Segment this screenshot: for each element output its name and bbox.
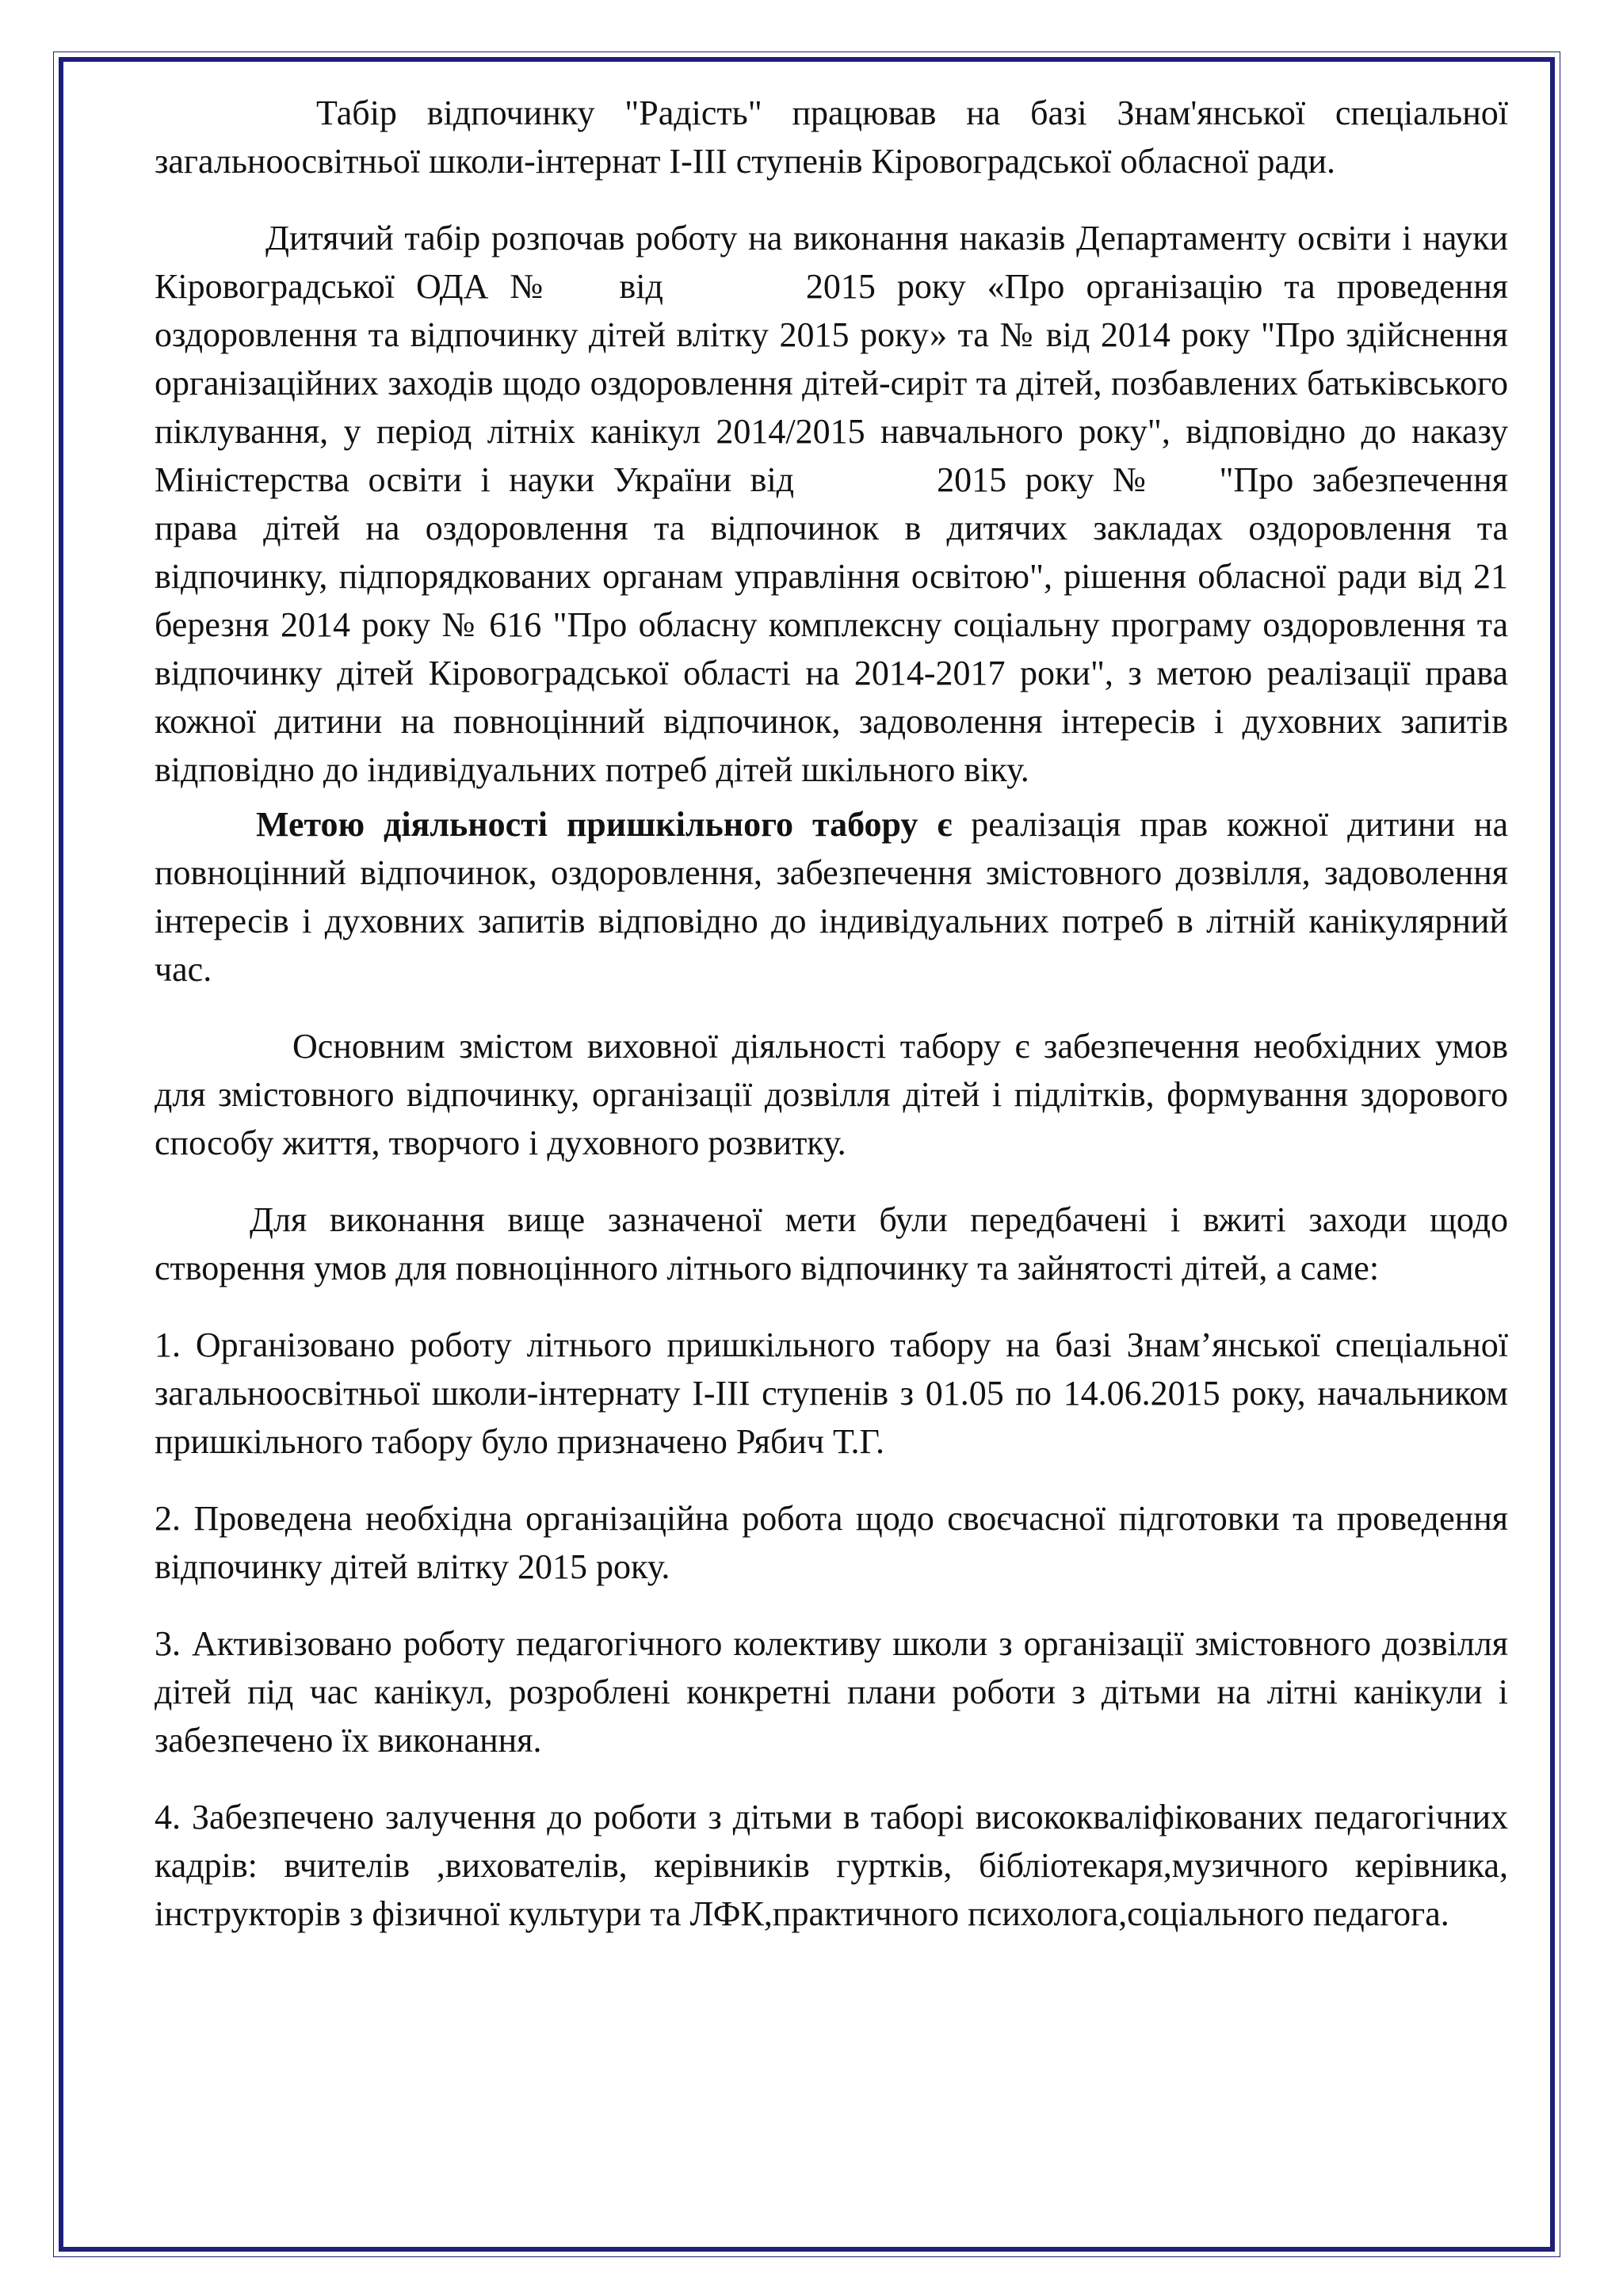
orders-text-5: 2015 року № — [937, 460, 1156, 499]
goal-text: реалізація прав кожної дитини на повноцінний відпочинок, оздоровлення, забезпечення змістовного дозвілля, задоволення інтересів і духовних запитів відповідно до індивідуальних потреб в літній канікулярний час. — [155, 805, 1508, 989]
orders-text-6: "Про забезпечення права дітей на оздоровлення та відпочинок в дитячих закладах оздоровлення та відпочинку, підпорядкованих органам управління освітою", рішення обласної ради від 21 березня 2014 року № 616 "Про обласну комплексну соціальну програму оздоровлення та відпочинку дітей Кіровоградської області на 2014-2017 роки", з метою реалізації права кожної дитини на повноцінний відпочинок, задоволення інтересів і духовних запитів відповідно до індивідуальних потреб дітей шкільного віку. — [155, 460, 1508, 789]
measures-text: Для виконання вище зазначеної мети були передбачені і вжиті заходи щодо створення умов для повноцінного літнього відпочинку та зайнятості дітей, а саме: — [155, 1200, 1508, 1287]
measures-paragraph — [155, 1196, 1508, 1292]
orders-text-3: 2015 року «Про організацію та проведення оздоровлення та відпочинку дітей влітку 2015 року» та № від — [155, 267, 1508, 354]
content-text: Основним змістом виховної діяльності табору є забезпечення необхідних умов для змістовного відпочинку, організації дозвілля дітей і підлітків, формування здорового способу життя, творчого і духовного розвитку. — [155, 1027, 1508, 1162]
document-body — [155, 89, 1508, 1938]
list-item-4-text: 4. Забезпечено залучення до роботи з дітьми в таборі висококваліфікованих педагогічних кадрів: вчителів ,вихователів, керівників гуртків, бібліотекаря,музичного керівника, інструкторів з фізичної культури та ЛФК,практичного психолога,соціального педагога. — [155, 1798, 1508, 1933]
list-item-1-text: 1. Організовано роботу літнього пришкільного табору на базі Знам’янської спеціальної загальноосвітньої школи-інтернату І-ІІІ ступенів з 01.05 по 14.06.2015 року, начальником пришкільного табору було призначено Рябич Т.Г. — [155, 1325, 1508, 1461]
content-paragraph — [155, 1022, 1508, 1167]
orders-text-2: від — [619, 267, 663, 306]
list-item-2-text: 2. Проведена необхідна організаційна робота щодо своєчасної підготовки та проведення відпочинку дітей влітку 2015 року. — [155, 1499, 1508, 1586]
goal-paragraph — [155, 800, 1508, 994]
orders-text-1: Дитячий табір розпочав роботу на виконання наказів Департаменту освіти і науки Кіровоградської ОДА № — [155, 219, 1508, 306]
orders-text-4: 2014 року "Про здійснення організаційних заходів щодо оздоровлення дітей-сиріт та дітей, позбавлених батьківського піклування, у період літніх канікул 2014/2015 навчального року", відповідно до наказу Міністерства освіти і науки України від — [155, 315, 1509, 499]
list-item — [155, 1619, 1508, 1764]
orders-paragraph — [155, 214, 1508, 794]
list-item — [155, 1793, 1508, 1938]
list-item — [155, 1494, 1508, 1591]
goal-heading: Метою діяльності пришкільного табору є — [256, 805, 953, 844]
list-item — [155, 1321, 1508, 1466]
intro-text: Табір відпочинку "Радість" працював на базі Знам'янської спеціальної загальноосвітньої школи-інтернат І-ІІІ ступенів Кіровоградської обласної ради. — [155, 93, 1508, 181]
list-item-3-text: 3. Активізовано роботу педагогічного колективу школи з організації змістовного дозвілля дітей під час канікул, розроблені конкретні плани роботи з дітьми на літні канікули і забезпечено їх виконання. — [155, 1624, 1508, 1760]
intro-paragraph — [155, 89, 1508, 185]
